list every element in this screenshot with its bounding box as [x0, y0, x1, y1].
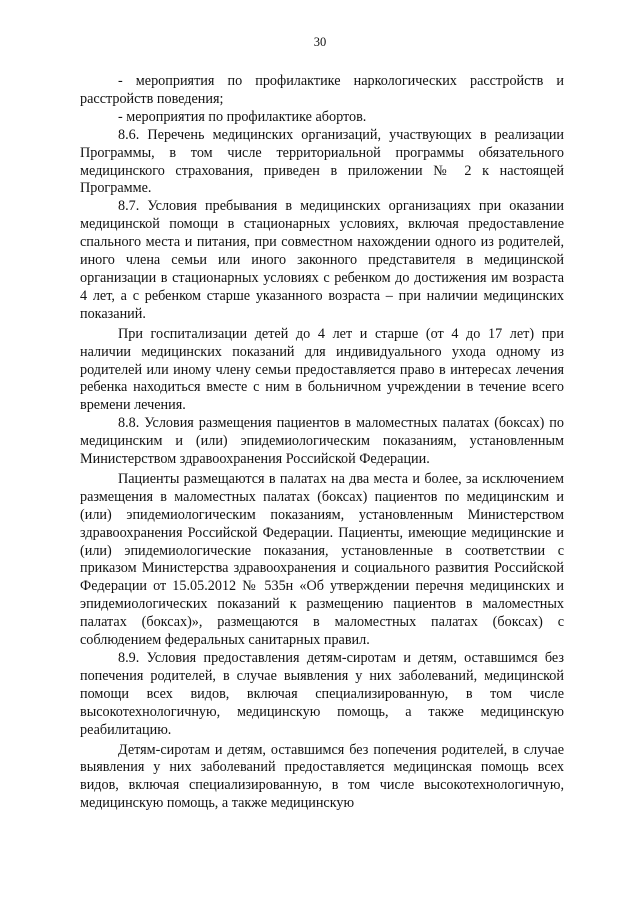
paragraph-narcology-prevention: - мероприятия по профилактике наркологических расстройств и расстройств поведения;: [80, 73, 564, 107]
document-body: [80, 73, 564, 813]
paragraph-patient-placement: Пациенты размещаются в палатах на два места и более, за исключением размещения в маломестных палатах (боксах) пациентов по медицинским и (или) эпидемиологическим показаниям, установленным Министерством здравоохранения Российской Федерации. Пациенты, имеющие медицинские и (или) эпидемиологические показания, установленные в соответствии с приказом Министерства здравоохранения и социального развития Российской Федерации от 15.05.2012 № 535н «Об утверждении перечня медицинских и эпидемиологических показаний к размещению пациентов в маломестных палатах (боксах)», размещаются в маломестных палатах (боксах) с соблюдением федеральных санитарных правил.: [80, 470, 564, 649]
paragraph-hospitalization-children: При госпитализации детей до 4 лет и старше (от 4 до 17 лет) при наличии медицинских показаний для индивидуального ухода одному из родителей или иному члену семьи предоставляется право в интересах лечения ребенка находиться вместе с ним в больничном учреждении в течение всего времени лечения.: [80, 325, 564, 414]
paragraph-orphans-care: Детям-сиротам и детям, оставшимся без попечения родителей, в случае выявления у них заболеваний предоставляется медицинская помощь всех видов, включая специализированную, в том числе высокотехнологичную, медицинскую помощь, а также медицинскую: [80, 741, 564, 812]
paragraph-8-7: 8.7. Условия пребывания в медицинских организациях при оказании медицинской помощи в стационарных условиях, включая предоставление спального места и питания, при совместном нахождении одного из родителей, иного члена семьи или иного законного представителя в медицинской организации в стационарных условиях с ребенком до достижения им возраста 4 лет, а с ребенком старше указанного возраста – при наличии медицинских показаний.: [80, 198, 564, 322]
paragraph-8-8: 8.8. Условия размещения пациентов в маломестных палатах (боксах) по медицинским и (или) эпидемиологическим показаниям, установленным Министерством здравоохранения Российской Федерации.: [80, 415, 564, 468]
paragraph-8-6: 8.6. Перечень медицинских организаций, участвующих в реализации Программы, в том числе территориальной программы обязательного медицинского страхования, приведен в приложении № 2 к настоящей Программе.: [80, 126, 564, 197]
paragraph-8-9: 8.9. Условия предоставления детям-сиротам и детям, оставшимся без попечения родителей, в случае выявления у них заболеваний, медицинской помощи всех видов, включая специализированную, в том числе высокотехнологичную, медицинскую помощь, а также медицинскую реабилитацию.: [80, 650, 564, 738]
page-number: 30: [313, 35, 327, 49]
paragraph-abortion-prevention: - мероприятия по профилактике абортов.: [118, 108, 367, 125]
